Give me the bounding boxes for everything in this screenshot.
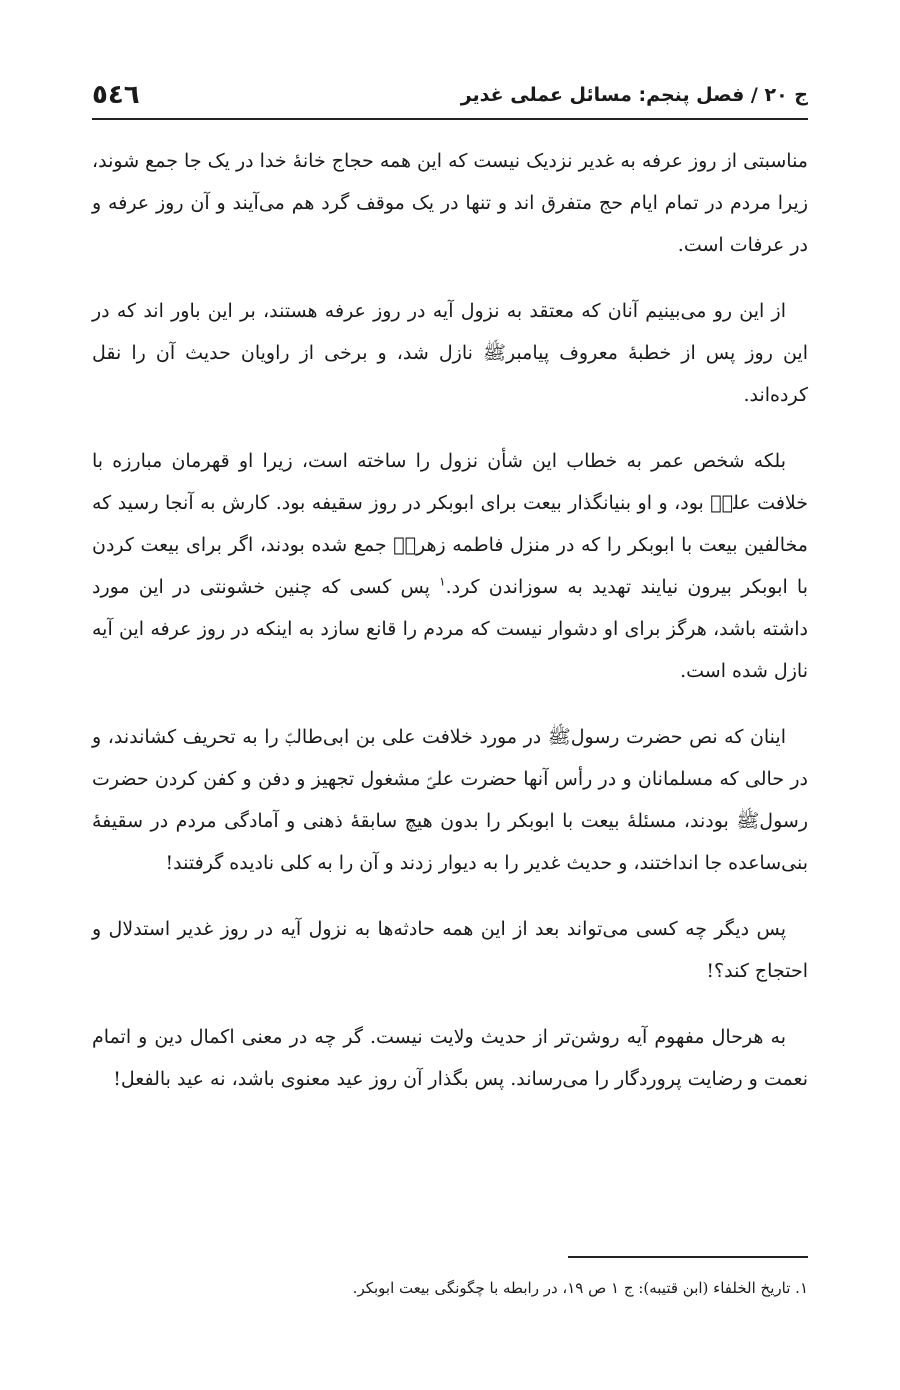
running-title: ج ٢٠ / فصل پنجم: مسائل عملی غدیر [460, 84, 808, 106]
header-rule [92, 118, 808, 120]
footnote-reference[interactable]: ١ [439, 574, 446, 589]
paragraph-3-part-1: بلکه شخص عمر به خطاب این شأن نزول را ساخته است، زیرا او قهرمان مبارزه با خلافت علیؑ بود، و او بنیانگذار بیعت برای ابوبکر در روز سقیفه بود. کارش به آنجا رسید که مخالفین بیعت با ابوبکر را که در منزل فاطمه زهراؑ جمع شده بودند، اگر برای بیعت کردن با ابوبکر بیرون نیایند تهدید به سوزاندن کرد. [92, 450, 808, 598]
paragraph-5: پس دیگر چه کسی می‌تواند بعد از این همه حادثه‌ها به نزول آیه در روز غدیر استدلال و احتجاج کند؟! [92, 918, 808, 982]
page-header [92, 72, 808, 118]
paragraph-3 [92, 440, 808, 692]
paragraph-4: اینان که نص حضرت رسولﷺ در مورد خلافت علی بن ابی‌طالبؑ را به تحریف کشاندند، و در حالی که مسلمانان و در رأس آنها حضرت علیؑ مشغول تجهیز و دفن و کفن کردن حضرت رسولﷺ بودند، مسئلهٔ بیعت با ابوبکر را بدون هیچ سابقهٔ ذهنی و آمادگی مردم در سقیفهٔ بنی‌ساعده جا انداختند، و حدیث غدیر را به دیوار زدند و آن را به کلی نادیده گرفتند! [92, 726, 808, 874]
paragraph-6: به هرحال مفهوم آیه روشن‌تر از حدیث ولایت نیست. گر چه در معنی اکمال دین و اتمام نعمت و رضایت پروردگار را می‌رساند. پس بگذار آن روز عید معنوی باشد، نه عید بالفعل! [92, 1026, 808, 1090]
paragraph-3-part-2: پس کسی که چنین خشونتی در این مورد داشته باشد، هرگز برای او دشوار نیست که مردم را قانع سازد به اینکه در روز عرفه این آیه نازل شده است. [92, 576, 808, 682]
body-text [92, 140, 808, 1124]
footnote-rule [568, 1256, 808, 1258]
footnote: ١. تاریخ الخلفاء (ابن قتیبه): ج ١ ص ١٩، در رابطه با چگونگی بیعت ابوبکر. [352, 1279, 808, 1297]
page-number: ٥٤٦ [92, 80, 140, 110]
paragraph-1: مناسبتی از روز عرفه به غدیر نزدیک نیست که این همه حجاج خانهٔ خدا در یک جا جمع شوند، زیرا مردم در تمام ایام حج متفرق اند و تنها در یک موقف گرد هم می‌آیند و آن روز عرفه و در عرفات است. [92, 150, 808, 256]
paragraph-2: از این رو می‌بینیم آنان که معتقد به نزول آیه در روز عرفه هستند، بر این باور اند که در این روز پس از خطبهٔ معروف پیامبرﷺ نازل شد، و برخی از راویان حدیث آن را نقل کرده‌اند. [92, 300, 808, 406]
